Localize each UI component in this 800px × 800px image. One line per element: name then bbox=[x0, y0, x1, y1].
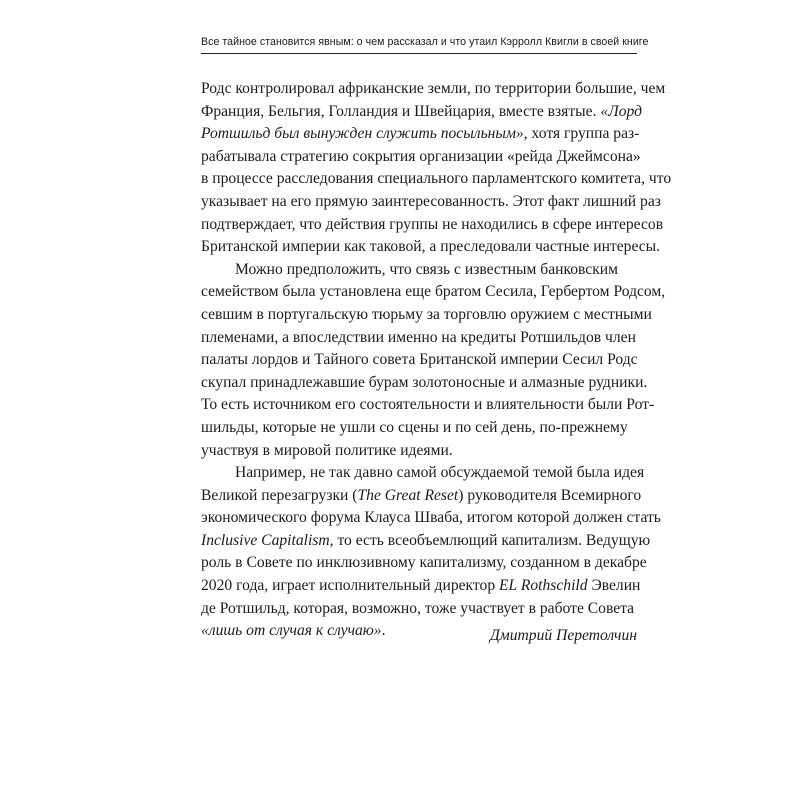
paragraph-1 bbox=[201, 78, 672, 259]
text-segment: , то есть всеобъемлющий капитализм. Ведущую bbox=[329, 531, 651, 549]
text-segment: Великой перезагрузки ( bbox=[201, 486, 358, 504]
text-line bbox=[201, 462, 645, 485]
text-line bbox=[201, 304, 652, 327]
text-line bbox=[201, 530, 651, 553]
text-segment: Например, не так давно самой обсуждаемой темой была идея bbox=[235, 464, 645, 482]
italic-text: The Great Reset bbox=[357, 486, 459, 504]
text-segment: де Ротшильд, которая, возможно, тоже участвует в работе Совета bbox=[201, 599, 635, 617]
italic-text: Inclusive Capitalism bbox=[201, 531, 330, 549]
running-header: Все тайное становится явным: о чем рассказал и что утаил Кэрролл Квигли в своей книге bbox=[201, 36, 649, 48]
text-line bbox=[201, 552, 647, 575]
italic-text: Ротшильд был вынужден служить посыльным» bbox=[201, 125, 524, 143]
text-line bbox=[201, 236, 661, 259]
paragraph-2 bbox=[201, 259, 666, 462]
text-segment: подтверждает, что действия группы не находились в сфере интересов bbox=[201, 215, 664, 233]
text-segment: указывает на его прямую заинтересованность. Этот факт лишний раз bbox=[201, 192, 661, 210]
text-segment: шильды, которые не ушли со сцены и по сей день, по-прежнему bbox=[201, 418, 628, 436]
text-line bbox=[201, 575, 641, 598]
text-segment: 2020 года, играет исполнительный директор bbox=[201, 577, 500, 595]
text-line bbox=[201, 598, 637, 621]
text-segment: Эвелин bbox=[587, 577, 641, 595]
text-line bbox=[201, 485, 642, 508]
text-segment: севшим в португальскую тюрьму за торговлю оружием с местными bbox=[201, 305, 652, 323]
text-line bbox=[201, 168, 672, 191]
text-segment: в процессе расследования специального парламентского комитета, что bbox=[201, 170, 672, 188]
text-line bbox=[201, 146, 641, 169]
header-divider bbox=[201, 53, 637, 54]
text-segment: роль в Совете по инклюзивному капитализму, созданном в декабре bbox=[201, 554, 647, 572]
text-segment: семейством была установлена еще братом Сесила, Гербертом Родсом, bbox=[201, 283, 666, 301]
text-segment: участвуя в мировой политике идеями. bbox=[201, 441, 453, 459]
text-line bbox=[201, 259, 637, 282]
paragraph-3 bbox=[201, 462, 661, 643]
text-segment: , хотя группа раз- bbox=[523, 125, 640, 143]
text-line bbox=[201, 394, 655, 417]
text-segment: То есть источником его состоятельности и влиятельности были Рот- bbox=[201, 396, 655, 414]
text-segment: палаты лордов и Тайного совета Британской империи Сесил Родс bbox=[201, 351, 638, 369]
text-line bbox=[201, 349, 637, 372]
text-line bbox=[201, 101, 643, 124]
text-segment: экономического форума Клауса Шваба, итогом которой должен стать bbox=[201, 509, 661, 527]
text-line bbox=[201, 191, 661, 214]
text-line bbox=[201, 78, 666, 101]
text-segment: Можно предположить, что связь с известным банковским bbox=[235, 260, 619, 278]
text-line bbox=[201, 440, 637, 463]
text-line bbox=[201, 417, 637, 440]
text-line bbox=[201, 507, 661, 530]
body-text bbox=[201, 78, 672, 643]
text-segment: Родс контролировал африканские земли, по территории большие, чем bbox=[201, 80, 666, 97]
text-segment: племенами, а впоследствии именно на кредиты Ротшильдов член bbox=[201, 328, 636, 346]
text-segment: Франция, Бельгия, Голландия и Швейцария, вместе взятые. bbox=[201, 102, 601, 120]
italic-text: EL Rothschild bbox=[499, 577, 588, 595]
text-segment: скупал принадлежавшие бурам золотоносные и алмазные рудники. bbox=[201, 373, 648, 391]
italic-text: «лишь от случая к случаю» bbox=[201, 622, 382, 640]
text-segment: Британской империи как таковой, а преследовали частные интересы. bbox=[201, 238, 661, 256]
text-line bbox=[201, 372, 648, 395]
text-line bbox=[201, 327, 637, 350]
text-segment: . bbox=[381, 622, 386, 640]
text-line bbox=[201, 281, 666, 304]
italic-text: «Лорд bbox=[600, 102, 643, 120]
author-signature: Дмитрий Перетолчин bbox=[489, 627, 637, 644]
text-segment: ) руководителя Всемирного bbox=[458, 486, 642, 504]
text-line bbox=[201, 214, 664, 237]
text-segment: рабатывала стратегию сокрытия организации «рейда Джеймсона» bbox=[201, 147, 641, 165]
text-line bbox=[201, 123, 640, 146]
